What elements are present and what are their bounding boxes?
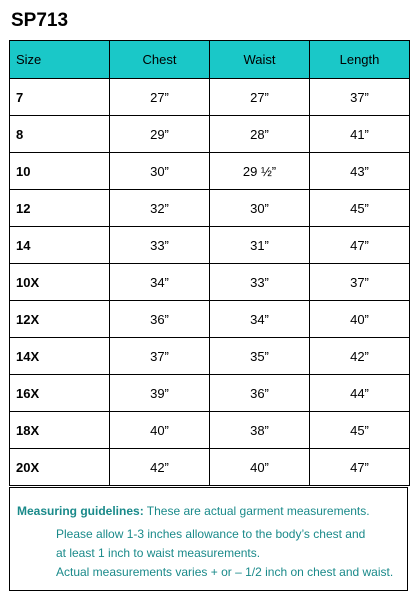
waist-cell: 34” [210,301,310,338]
length-cell: 40” [310,301,410,338]
waist-cell: 31” [210,227,310,264]
guidelines-line-3: at least 1 inch to waist measurements. [56,546,261,560]
guidelines-label: Measuring guidelines: [17,504,144,518]
waist-cell: 36” [210,375,310,412]
measuring-guidelines [9,487,408,591]
size-cell: 14X [10,338,110,375]
waist-cell: 29 ½” [210,153,310,190]
size-cell: 12 [10,190,110,227]
waist-cell: 28” [210,116,310,153]
chest-cell: 27” [110,79,210,116]
length-cell: 43” [310,153,410,190]
table-row [10,338,410,375]
table-row [10,264,410,301]
chest-cell: 36” [110,301,210,338]
size-cell: 8 [10,116,110,153]
table-header-row [10,41,410,79]
page-title: SP713 [11,10,69,31]
table-row [10,227,410,264]
size-cell: 20X [10,449,110,486]
waist-cell: 30” [210,190,310,227]
chest-cell: 32” [110,190,210,227]
chest-cell: 33” [110,227,210,264]
chest-cell: 40” [110,412,210,449]
length-cell: 45” [310,190,410,227]
length-cell: 37” [310,79,410,116]
size-cell: 10 [10,153,110,190]
table-row [10,79,410,116]
waist-cell: 38” [210,412,310,449]
table-row [10,190,410,227]
table-row [10,449,410,486]
length-cell: 45” [310,412,410,449]
header-waist: Waist [210,41,310,79]
chest-cell: 42” [110,449,210,486]
length-cell: 44” [310,375,410,412]
guidelines-line-1 [17,504,370,518]
chest-cell: 37” [110,338,210,375]
size-cell: 7 [10,79,110,116]
length-cell: 37” [310,264,410,301]
header-chest: Chest [110,41,210,79]
table-row [10,116,410,153]
waist-cell: 33” [210,264,310,301]
header-size: Size [10,41,110,79]
size-chart-table [9,40,410,486]
length-cell: 41” [310,116,410,153]
size-cell: 16X [10,375,110,412]
table-row [10,153,410,190]
size-cell: 18X [10,412,110,449]
waist-cell: 27” [210,79,310,116]
chest-cell: 30” [110,153,210,190]
waist-cell: 40” [210,449,310,486]
guidelines-line-2: Please allow 1-3 inches allowance to the body’s chest and [56,527,366,541]
length-cell: 47” [310,449,410,486]
guidelines-line-4: Actual measurements varies + or – 1/2 inch on chest and waist. [56,565,394,579]
chest-cell: 29” [110,116,210,153]
guidelines-text-1: These are actual garment measurements. [143,504,370,518]
chest-cell: 34” [110,264,210,301]
length-cell: 47” [310,227,410,264]
table-row [10,412,410,449]
header-length: Length [310,41,410,79]
size-cell: 12X [10,301,110,338]
size-cell: 10X [10,264,110,301]
table-row [10,375,410,412]
size-cell: 14 [10,227,110,264]
waist-cell: 35” [210,338,310,375]
length-cell: 42” [310,338,410,375]
chest-cell: 39” [110,375,210,412]
table-row [10,301,410,338]
